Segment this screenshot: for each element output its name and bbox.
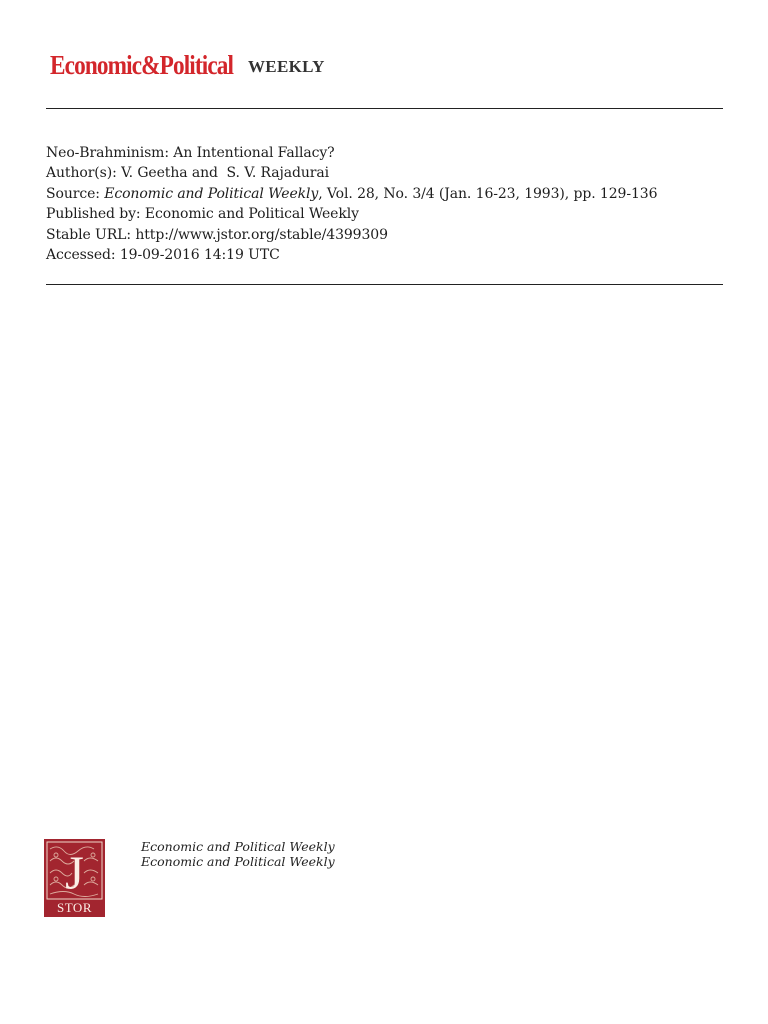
stable-url-line [46, 225, 657, 245]
published-value: Economic and Political Weekly [144, 206, 359, 223]
published-label: Published by: [46, 206, 141, 223]
publisher-line-1: Economic and Political Weekly [141, 839, 335, 854]
article-title: Neo-Brahminism: An Intentional Fallacy? [46, 145, 335, 161]
svg-text:J: J [65, 847, 84, 900]
publisher-notice [141, 840, 335, 869]
masthead-title: Economic&Political [50, 50, 234, 80]
authors-label: Author(s): [46, 165, 117, 182]
source-journal: Economic and Political Weekly [104, 185, 319, 202]
publisher-line-2: Economic and Political Weekly [141, 853, 335, 869]
masthead-weekly: WEEKLY [248, 57, 325, 76]
accessed-value: 19-09-2016 14:19 UTC [119, 247, 280, 264]
source-details: , Vol. 28, No. 3/4 (Jan. 16-23, 1993), pp. 129-136 [318, 185, 658, 202]
stable-url-link[interactable]: http://www.jstor.org/stable/4399309 [135, 226, 388, 243]
bottom-divider [46, 284, 723, 285]
top-divider [46, 108, 723, 109]
published-line [46, 204, 657, 224]
accessed-line [46, 245, 657, 265]
masthead-logo [50, 50, 325, 82]
stable-url-label: Stable URL: [46, 226, 131, 243]
source-label: Source: [46, 185, 100, 202]
accessed-label: Accessed: [46, 247, 116, 264]
authors-line [46, 163, 657, 183]
authors-value: V. Geetha and S. V. Rajadurai [121, 165, 330, 182]
jstor-logo-text: STOR [57, 900, 92, 915]
source-line [46, 184, 657, 204]
jstor-logo-icon [44, 839, 105, 917]
citation-block [46, 143, 657, 265]
